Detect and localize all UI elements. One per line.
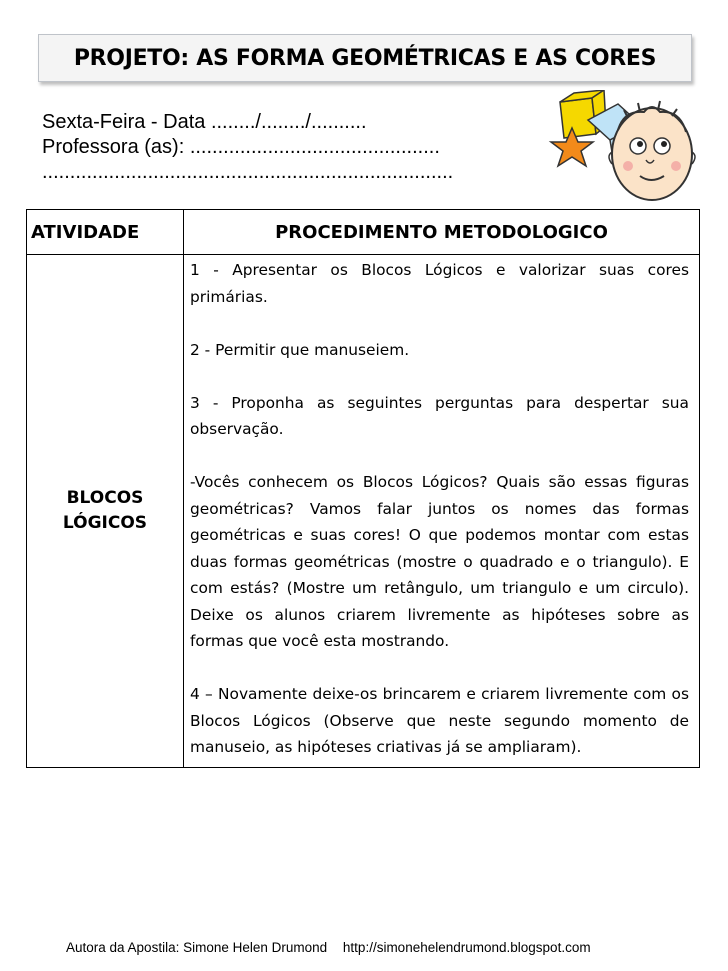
title-banner: [38, 34, 692, 82]
procedure-step-4: 4 – Novamente deixe-os brincarem e criarem livremente com os Blocos Lógicos (Observe que neste segundo momento de manuseio, as hipóteses criativas já se ampliaram).: [190, 685, 689, 756]
methodology-table: [26, 209, 700, 768]
activity-line-1: BLOCOS: [66, 487, 144, 508]
header-activity: ATIVIDADE: [27, 210, 184, 255]
teacher-line: Professora (as): .............................................: [42, 136, 440, 158]
procedure-cell: [184, 255, 700, 768]
child-with-shapes-illustration: [548, 90, 728, 208]
table-row: [27, 255, 700, 768]
table-header-row: [27, 210, 700, 255]
footer-url: http://simonehelendrumond.blogspot.com: [342, 940, 591, 955]
procedure-step-1: 1 - Apresentar os Blocos Lógicos e valorizar suas cores primárias.: [190, 261, 689, 306]
header-fields: [42, 110, 562, 185]
footer-author: Autora da Apostila: Simone Helen Drumond: [66, 940, 328, 955]
activity-line-2: LÓGICOS: [62, 512, 148, 533]
page-title: PROJETO: AS FORMA GEOMÉTRICAS E AS CORES: [73, 45, 657, 71]
footer: [66, 940, 591, 955]
procedure-questions: -Vocês conhecem os Blocos Lógicos? Quais são essas figuras geométricas? Vamos falar juntos os nomes das formas geométricas e suas cores! O que podemos montar com estas duas formas geométricas (mostre o quadrado e o triangulo). E com estás? (Mostre um retângulo, um triangulo e um circulo). Deixe os alunos criarem livremente as hipóteses sobre as formas que você esta mostrando.: [190, 473, 689, 650]
procedure-step-3: 3 - Proponha as seguintes perguntas para despertar sua observação.: [190, 393, 689, 438]
header-procedure: PROCEDIMENTO METODOLOGICO: [184, 210, 700, 255]
date-line: Sexta-Feira - Data ......../......../..........: [42, 111, 367, 133]
procedure-step-2: 2 - Permitir que manuseiem.: [190, 340, 410, 359]
activity-cell: [27, 255, 184, 768]
blank-line: ..........................................................................: [42, 161, 454, 183]
